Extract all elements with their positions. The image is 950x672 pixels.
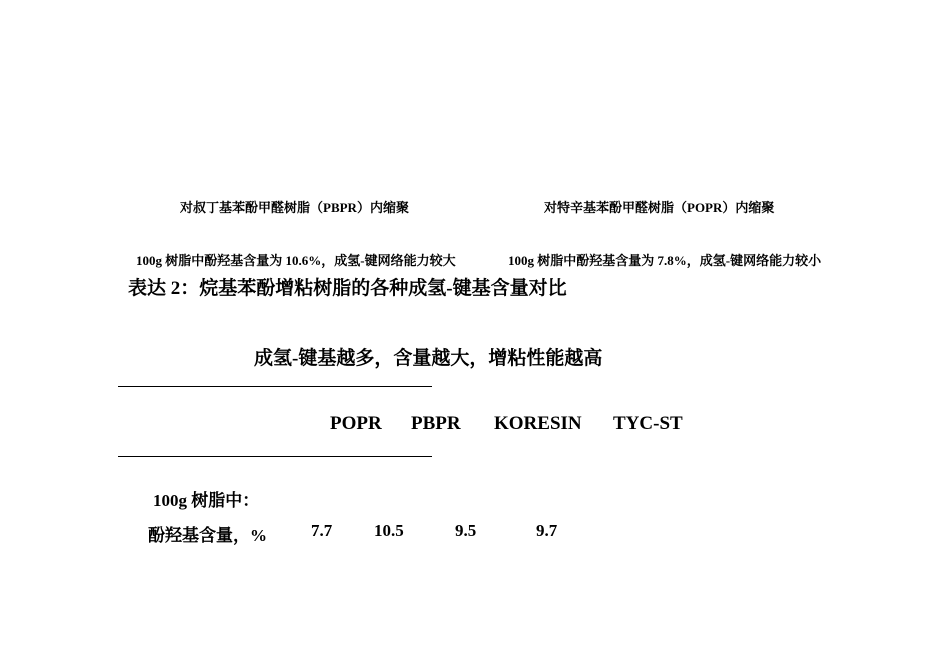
right-figure-note: 100g 树脂中酚羟基含量为 7.8%，成氢-键网络能力较小 <box>508 253 822 268</box>
column-header: POPR <box>330 413 382 434</box>
column-header: KORESIN <box>494 413 582 434</box>
row-group-label: 100g 树脂中： <box>153 491 260 510</box>
left-figure-title: 对叔丁基苯酚甲醛树脂（PBPR）内缩聚 <box>180 200 409 215</box>
table-cell: 9.5 <box>455 521 477 540</box>
table-cell: 10.5 <box>374 521 404 540</box>
table-top-rule <box>118 386 432 387</box>
column-header: TYC-ST <box>613 413 683 434</box>
section-heading: 表达 2：烷基苯酚增粘树脂的各种成氢-键基含量对比 <box>128 278 567 299</box>
table-header-rule <box>118 456 432 457</box>
left-figure-note: 100g 树脂中酚羟基含量为 10.6%，成氢-键网络能力较大 <box>136 253 456 268</box>
row-label: 酚羟基含量，% <box>148 526 267 545</box>
column-header: PBPR <box>411 413 461 434</box>
section-subheading: 成氢-键基越多，含量越大，增粘性能越高 <box>254 348 603 369</box>
table-cell: 7.7 <box>311 521 333 540</box>
table-cell: 9.7 <box>536 521 558 540</box>
right-figure-title: 对特辛基苯酚甲醛树脂（POPR）内缩聚 <box>544 200 775 215</box>
